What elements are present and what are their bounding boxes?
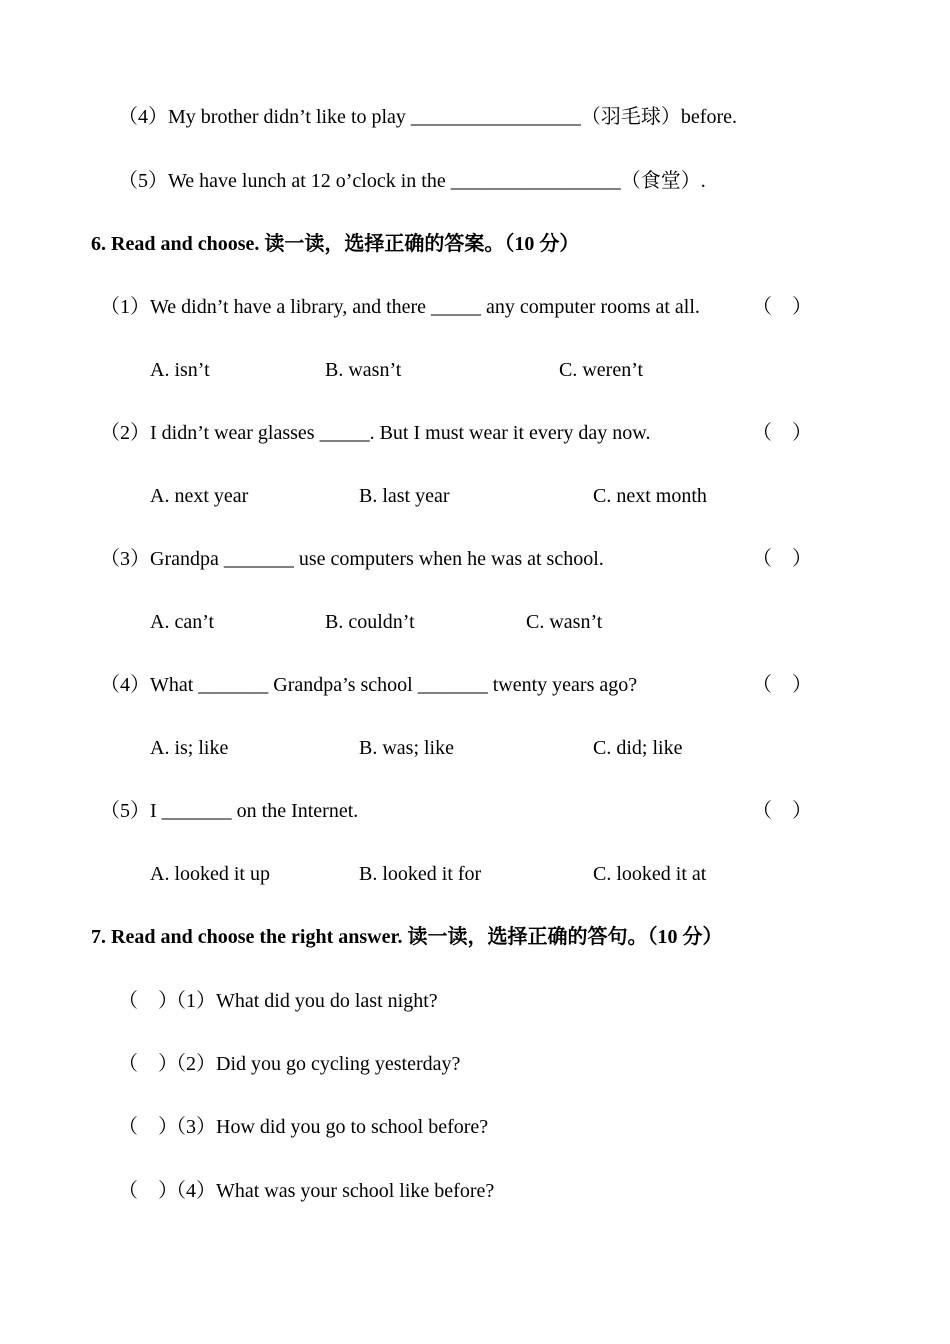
option-6-4-c[interactable]: C. did; like [593,737,683,759]
option-6-5-b[interactable]: B. looked it for [359,863,482,885]
answer-paren-7-2[interactable]: （ ） [118,1053,178,1075]
option-6-2-c[interactable]: C. next month [593,485,707,507]
fill-blank-item-4: （4）My brother didn’t like to play _________________（羽毛球）before. [118,106,738,128]
option-6-1-b[interactable]: B. wasn’t [325,359,402,381]
section-6-heading: 6. Read and choose. 读一读，选择正确的答案。（10 分） [91,233,580,255]
answer-paren-7-3[interactable]: （ ） [118,1116,178,1138]
question-6-4: （4）What _______ Grandpa’s school _______ twenty years ago? [100,674,638,696]
section-7-heading: 7. Read and choose the right answer. 读一读，选择正确的答句。（10 分） [91,926,723,948]
question-7-2: （2）Did you go cycling yesterday? [166,1053,461,1075]
option-6-2-b[interactable]: B. last year [359,485,450,507]
answer-paren-7-1[interactable]: （ ） [118,990,178,1012]
option-6-4-a[interactable]: A. is; like [150,737,229,759]
option-6-5-a[interactable]: A. looked it up [150,863,270,885]
answer-paren-6-1[interactable]: （ ） [752,296,812,318]
option-6-3-b[interactable]: B. couldn’t [325,611,415,633]
question-7-1: （1）What did you do last night? [166,990,438,1012]
answer-paren-6-2[interactable]: （ ） [752,422,812,444]
question-7-3: （3）How did you go to school before? [166,1116,489,1138]
answer-paren-6-4[interactable]: （ ） [752,674,812,696]
option-6-1-c[interactable]: C. weren’t [559,359,644,381]
option-6-3-a[interactable]: A. can’t [150,611,215,633]
answer-paren-6-3[interactable]: （ ） [752,548,812,570]
question-6-3: （3）Grandpa _______ use computers when he was at school. [100,548,604,570]
answer-paren-6-5[interactable]: （ ） [752,800,812,822]
question-6-2: （2）I didn’t wear glasses _____. But I must wear it every day now. [100,422,651,444]
option-6-4-b[interactable]: B. was; like [359,737,454,759]
option-6-5-c[interactable]: C. looked it at [593,863,707,885]
question-6-5: （5）I _______ on the Internet. [100,800,359,822]
answer-paren-7-4[interactable]: （ ） [118,1180,178,1202]
question-6-1: （1）We didn’t have a library, and there _____ any computer rooms at all. [100,296,700,318]
option-6-3-c[interactable]: C. wasn’t [526,611,603,633]
question-7-4: （4）What was your school like before? [166,1180,495,1202]
fill-blank-item-5: （5）We have lunch at 12 o’clock in the _________________（食堂）. [118,170,706,192]
option-6-2-a[interactable]: A. next year [150,485,249,507]
option-6-1-a[interactable]: A. isn’t [150,359,210,381]
